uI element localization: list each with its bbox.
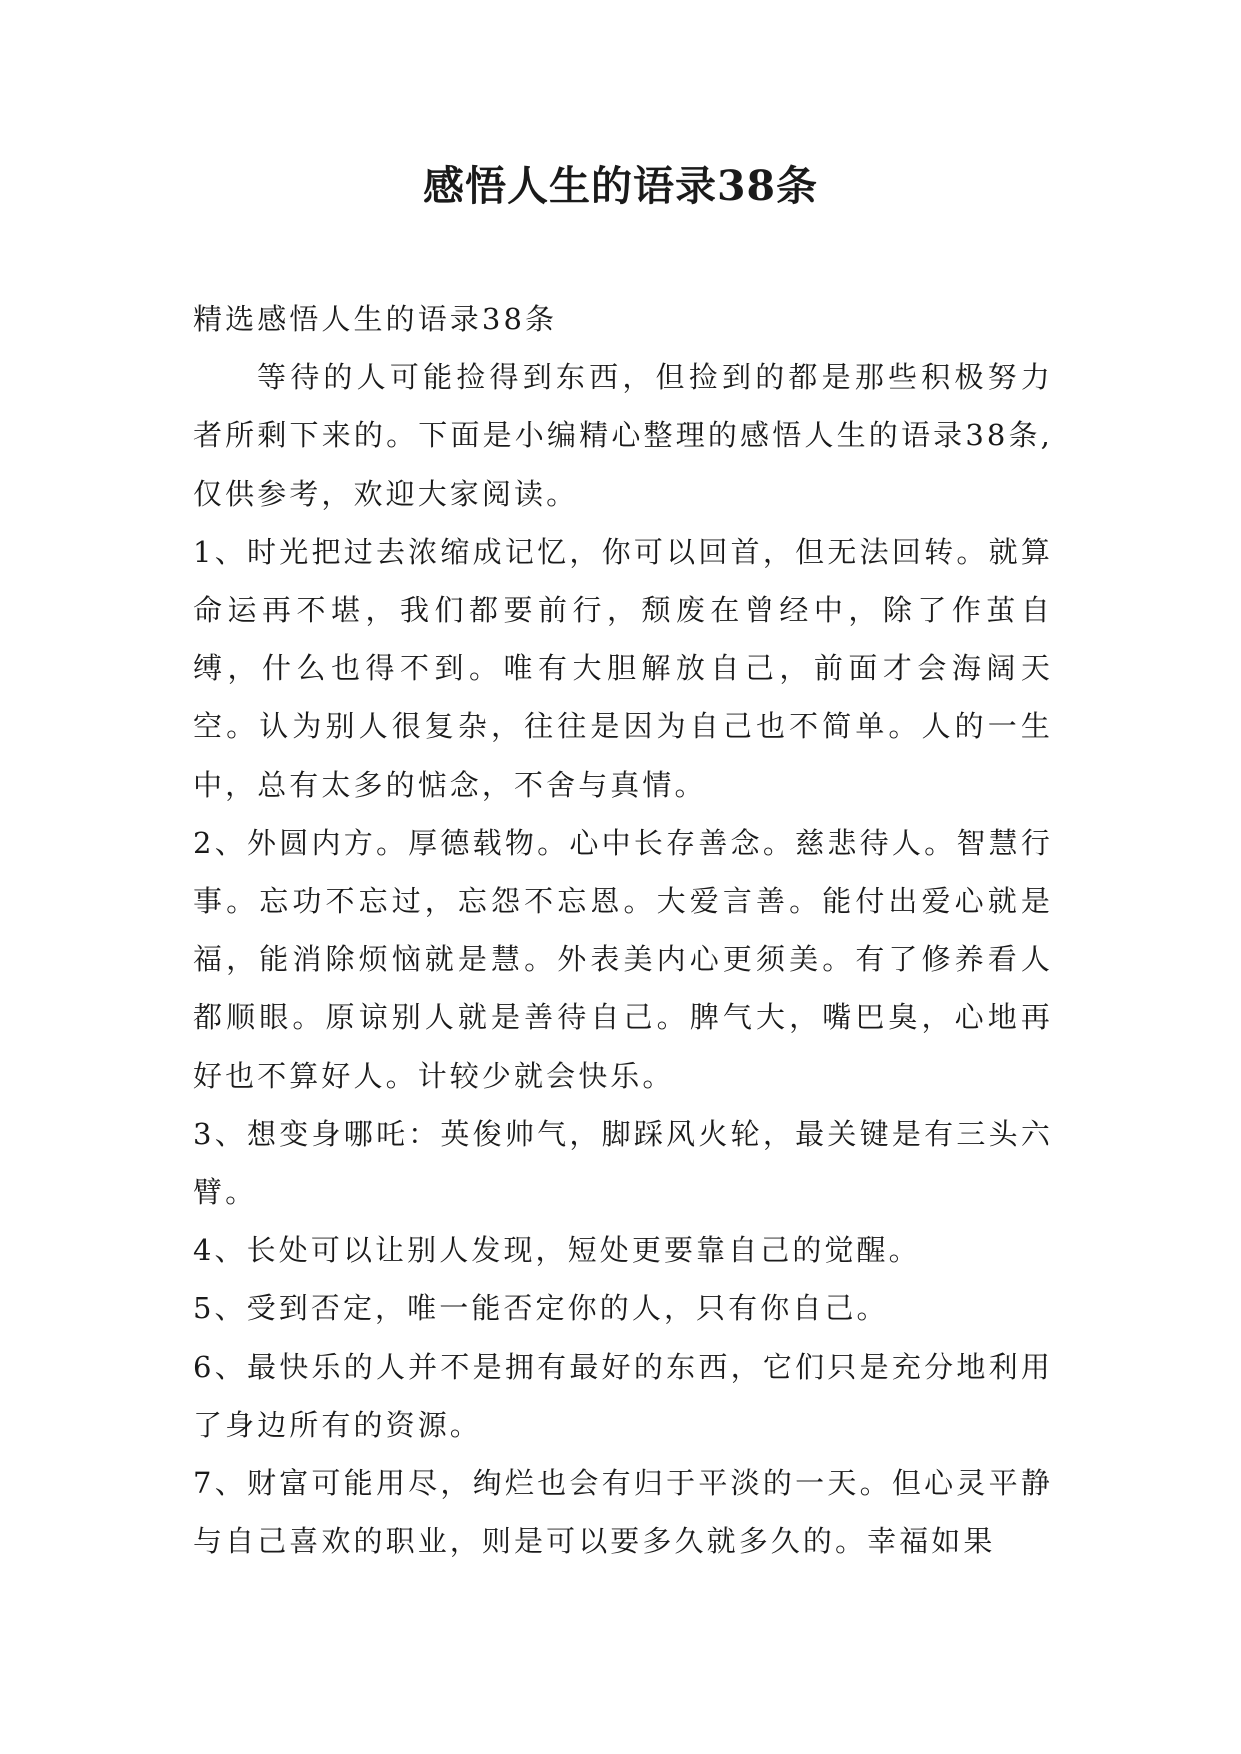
- quote-paragraph-7: 7、财富可能用尽，绚烂也会有归于平淡的一天。但心灵平静与自己喜欢的职业，则是可以要多久就多久的。幸福如果: [193, 1466, 1053, 1559]
- quote-paragraph-3: 3、想变身哪吒：英俊帅气，脚踩风火轮，最关键是有三头六臂。: [193, 1116, 1053, 1210]
- quote-paragraph-1: 1、时光把过去浓缩成记忆，你可以回首，但无法回转。就算命运再不堪，我们都要前行，颓废在曾经中，除了作茧自缚，什么也得不到。唯有大胆解放自己，前面才会海阔天空。认为别人很复杂，往往是因为自己也不简单。人的一生中，总有太多的惦念，不舍与真情。: [193, 534, 1053, 802]
- quote-paragraph-4: 4、长处可以让别人发现，短处更要靠自己的觉醒。: [193, 1233, 921, 1268]
- document-title: 感悟人生的语录38条: [422, 162, 819, 210]
- quote-paragraph-5: 5、受到否定，唯一能否定你的人，只有你自己。: [193, 1291, 889, 1326]
- subtitle-paragraph: 精选感悟人生的语录38条: [193, 302, 558, 336]
- quote-paragraph-6: 6、最快乐的人并不是拥有最好的东西，它们只是充分地利用了身边所有的资源。: [193, 1349, 1053, 1442]
- intro-paragraph: 等待的人可能捡得到东西，但捡到的都是那些积极努力者所剩下来的。下面是小编精心整理的感悟人生的语录38条,仅供参考，欢迎大家阅读。: [193, 360, 1053, 511]
- document-body: [193, 290, 1053, 1570]
- quote-paragraph-2: 2、外圆内方。厚德载物。心中长存善念。慈悲待人。智慧行事。忘功不忘过，忘怨不忘恩。大爱言善。能付出爱心就是福，能消除烦恼就是慧。外表美内心更须美。有了修养看人都顺眼。原谅别人就是善待自己。脾气大，嘴巴臭，心地再好也不算好人。计较少就会快乐。: [193, 825, 1053, 1093]
